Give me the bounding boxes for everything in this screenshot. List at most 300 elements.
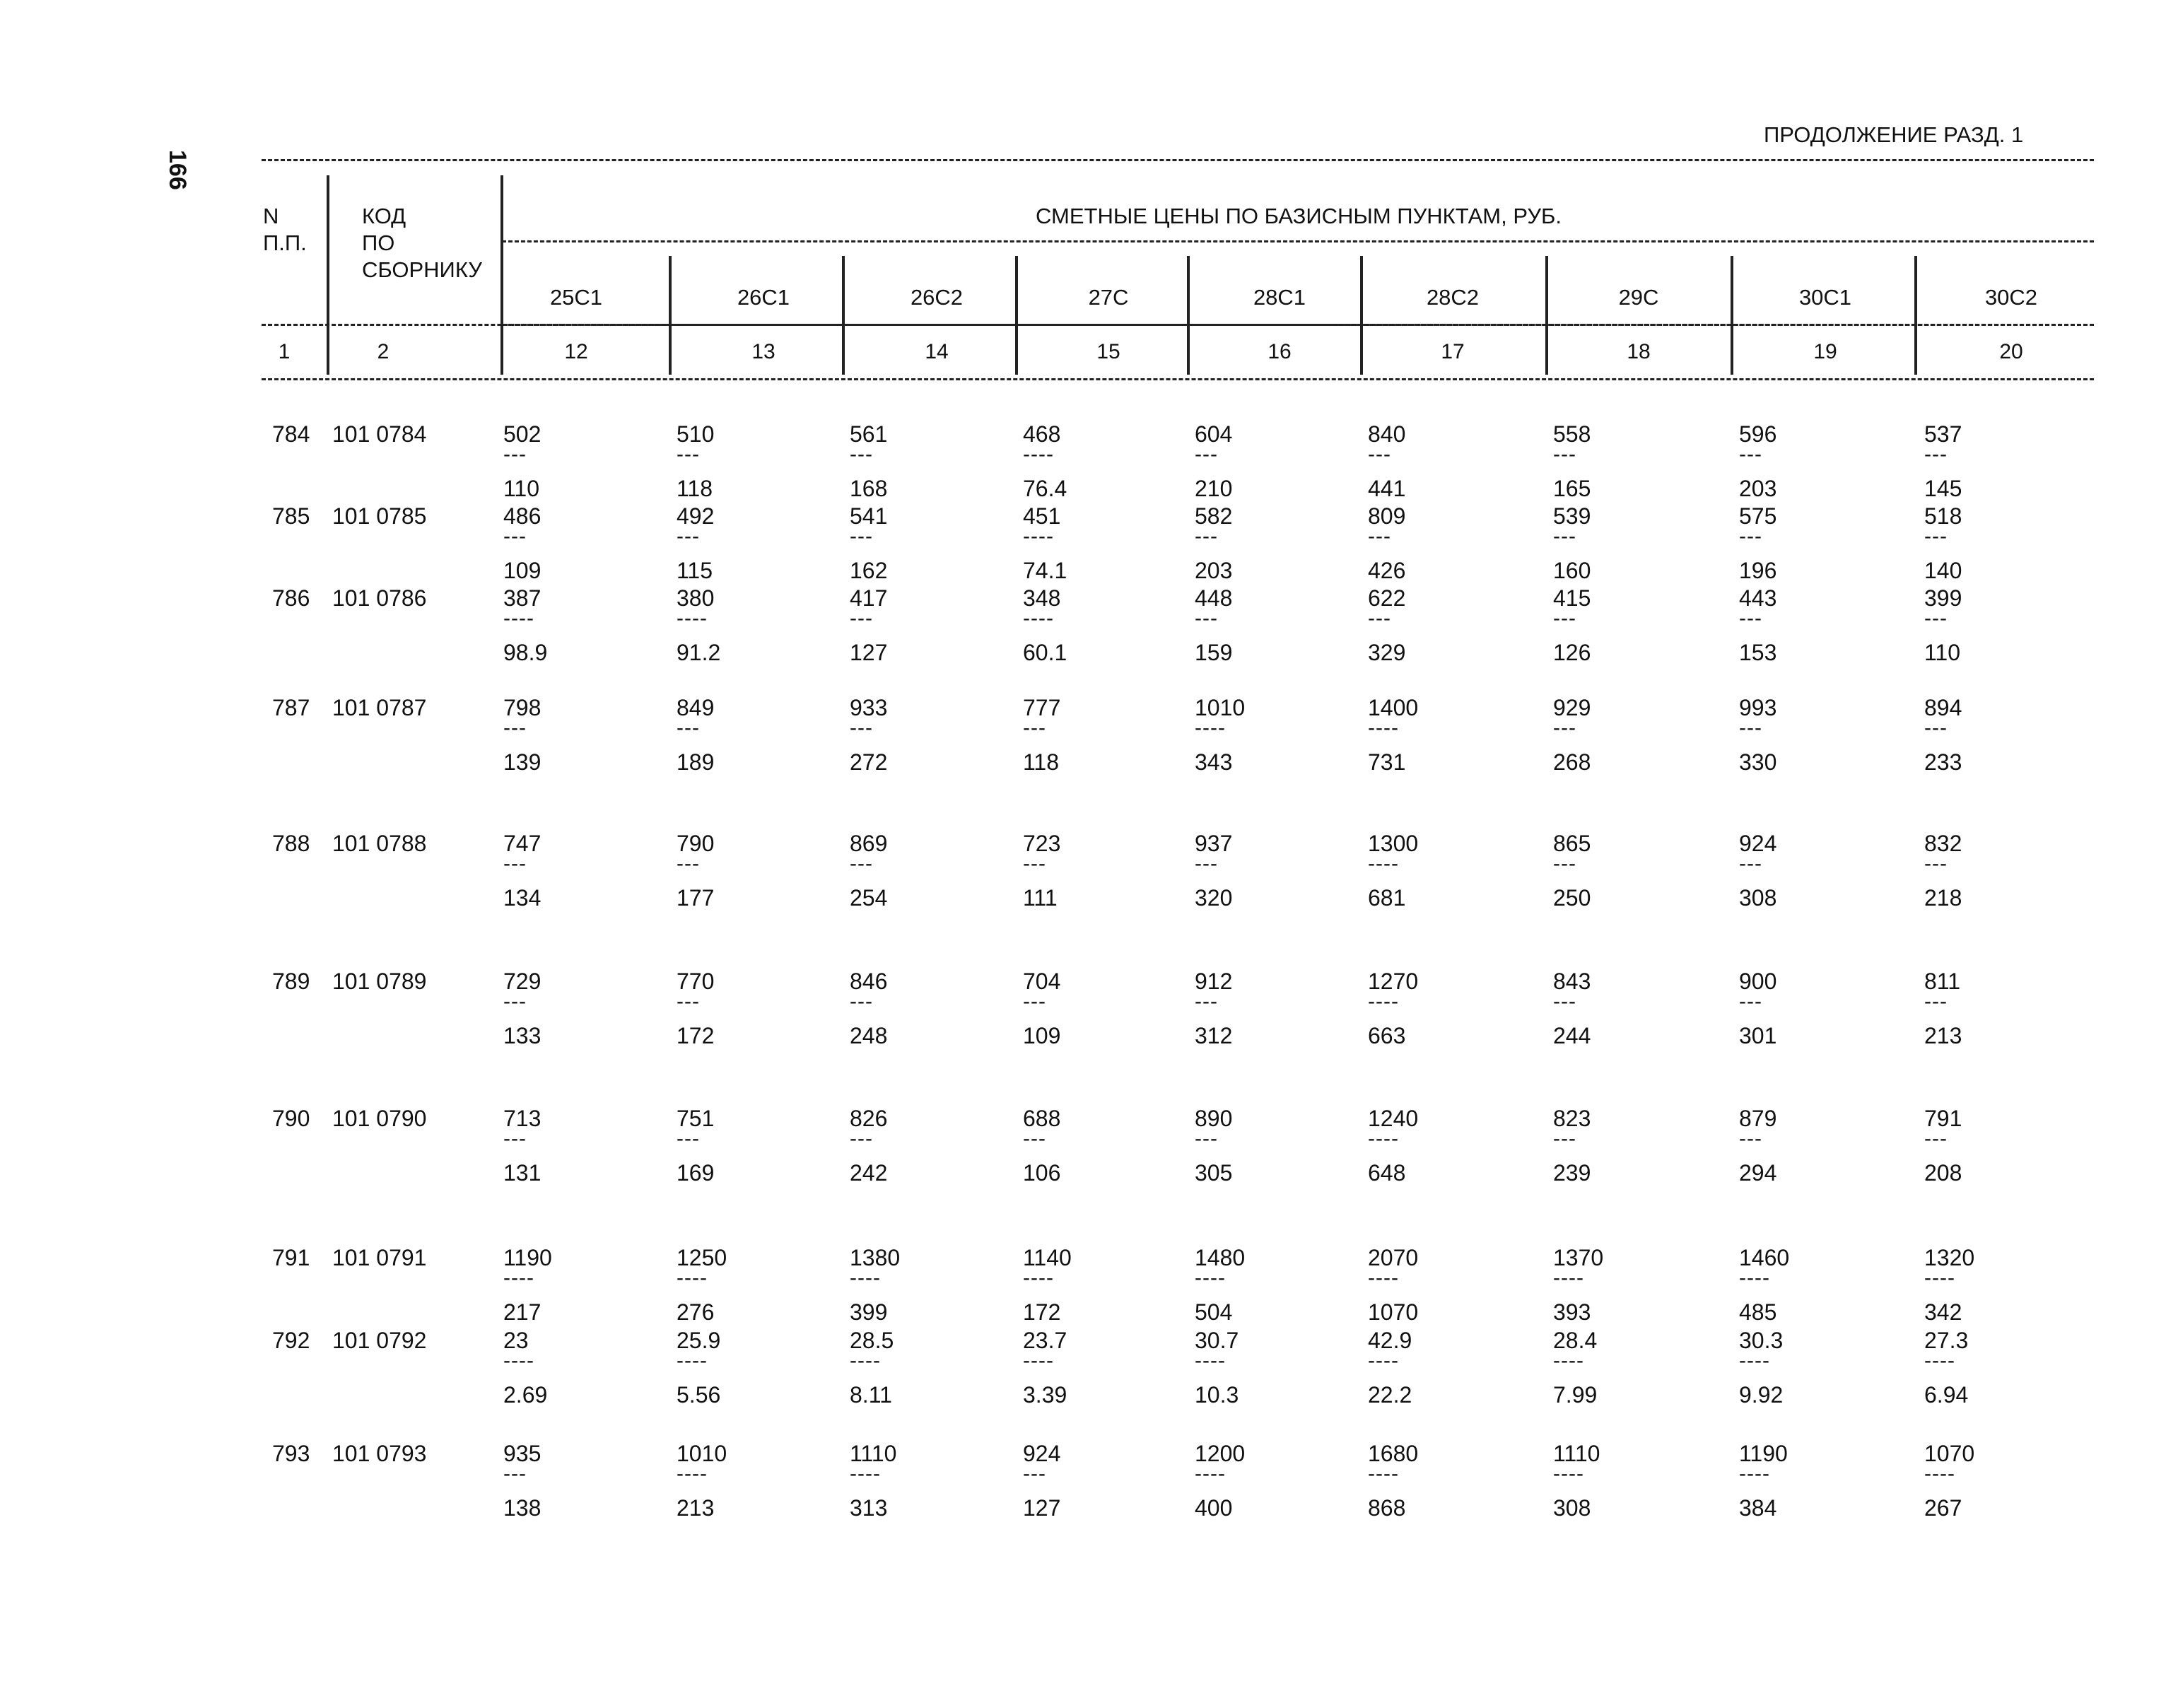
price-value-secondary: 76.4: [1023, 476, 1067, 501]
header-point: 26С1: [737, 285, 790, 310]
price-value-secondary: 663: [1368, 1023, 1406, 1048]
price-value-secondary: 268: [1553, 749, 1591, 775]
column-divider: [327, 175, 329, 375]
fraction-line: ---: [677, 1127, 700, 1150]
fraction-line: ----: [677, 607, 708, 630]
price-value: 809: [1368, 503, 1406, 529]
header-code: СБОРНИКУ: [362, 257, 482, 282]
price-value-secondary: 60.1: [1023, 640, 1067, 665]
price-value: 1190: [503, 1245, 552, 1270]
price-value: 811: [1924, 969, 1961, 994]
price-value-secondary: 731: [1368, 749, 1406, 775]
price-value-secondary: 305: [1195, 1160, 1233, 1186]
price-value: 937: [1195, 831, 1233, 856]
fraction-line: ----: [1195, 1266, 1226, 1289]
row-code: 101 0787: [332, 695, 427, 720]
price-value: 448: [1195, 585, 1233, 611]
price-value-secondary: 313: [850, 1495, 888, 1521]
header-prices-title: СМЕТНЫЕ ЦЕНЫ ПО БАЗИСНЫМ ПУНКТАМ, РУБ.: [1036, 204, 1562, 228]
price-value-secondary: 343: [1195, 749, 1233, 775]
row-code: 101 0791: [332, 1245, 427, 1270]
fraction-line: ----: [1023, 607, 1054, 630]
fraction-line: ---: [1023, 990, 1046, 1013]
fraction-line: ----: [1368, 716, 1399, 739]
row-code: 101 0793: [332, 1441, 427, 1466]
price-value-secondary: 169: [677, 1160, 715, 1186]
price-value-secondary: 118: [1023, 749, 1060, 775]
price-value: 30.7: [1195, 1328, 1239, 1353]
fraction-line: ---: [1553, 852, 1576, 875]
fraction-line: ---: [677, 443, 700, 466]
price-value: 596: [1739, 421, 1777, 447]
price-value: 417: [850, 585, 888, 611]
header-point: 28С1: [1253, 285, 1306, 310]
price-value-secondary: 172: [677, 1023, 715, 1048]
price-value-secondary: 218: [1924, 885, 1962, 911]
price-value: 1460: [1739, 1245, 1790, 1270]
price-value: 486: [503, 503, 542, 529]
price-value-secondary: 177: [677, 885, 715, 911]
row-number: 788: [272, 831, 310, 856]
price-value-secondary: 153: [1739, 640, 1777, 665]
price-value: 1400: [1368, 695, 1419, 720]
price-value-secondary: 109: [503, 558, 542, 583]
price-value: 890: [1195, 1106, 1233, 1131]
price-value: 622: [1368, 585, 1406, 611]
price-value-secondary: 109: [1023, 1023, 1061, 1048]
price-value-secondary: 244: [1553, 1023, 1591, 1048]
price-value-secondary: 7.99: [1553, 1382, 1598, 1408]
fraction-line: ----: [1368, 1266, 1399, 1289]
price-value-secondary: 342: [1924, 1299, 1962, 1325]
row-code: 101 0786: [332, 585, 427, 611]
fraction-line: ---: [1195, 852, 1218, 875]
price-value: 924: [1739, 831, 1777, 856]
price-value-secondary: 115: [677, 558, 713, 583]
price-value-secondary: 134: [503, 885, 542, 911]
fraction-line: ---: [850, 1127, 873, 1150]
price-value-secondary: 868: [1368, 1495, 1406, 1521]
price-value: 348: [1023, 585, 1061, 611]
header-code: КОД: [362, 204, 406, 228]
fraction-line: ----: [503, 1266, 534, 1289]
fraction-line: ----: [503, 1349, 534, 1372]
fraction-line: ---: [1368, 525, 1391, 548]
price-value: 798: [503, 695, 542, 720]
fraction-line: ----: [1553, 1349, 1584, 1372]
price-value: 42.9: [1368, 1328, 1412, 1353]
price-value-secondary: 203: [1195, 558, 1233, 583]
price-value-secondary: 145: [1924, 476, 1962, 501]
fraction-line: ---: [1553, 990, 1576, 1013]
column-divider: [500, 175, 503, 375]
row-number: 790: [272, 1106, 310, 1131]
table-rule: [502, 240, 2094, 242]
price-value-secondary: 98.9: [503, 640, 548, 665]
price-value-secondary: 441: [1368, 476, 1406, 501]
fraction-line: ---: [503, 990, 527, 1013]
header-point: 30С2: [1984, 285, 2038, 310]
fraction-line: ---: [1195, 525, 1218, 548]
fraction-line: ---: [1924, 852, 1948, 875]
price-value-secondary: 126: [1553, 640, 1591, 665]
fraction-line: ---: [677, 716, 700, 739]
fraction-line: ----: [677, 1266, 708, 1289]
price-value: 1010: [1195, 695, 1246, 720]
fraction-line: ----: [677, 1462, 708, 1485]
price-value-secondary: 504: [1195, 1299, 1233, 1325]
price-value-secondary: 308: [1739, 885, 1777, 911]
price-value-secondary: 648: [1368, 1160, 1406, 1186]
price-value: 713: [503, 1106, 542, 1131]
price-value-secondary: 393: [1553, 1299, 1591, 1325]
price-value-secondary: 138: [503, 1495, 542, 1521]
price-value: 993: [1739, 695, 1777, 720]
price-value: 561: [850, 421, 888, 447]
price-value-secondary: 400: [1195, 1495, 1233, 1521]
header-point: 26С2: [910, 285, 964, 310]
fraction-line: ---: [1924, 525, 1948, 548]
price-value: 826: [850, 1106, 888, 1131]
fraction-line: ---: [503, 852, 527, 875]
row-number: 787: [272, 695, 310, 720]
fraction-line: ---: [1023, 852, 1046, 875]
price-value: 723: [1023, 831, 1061, 856]
fraction-line: ---: [1924, 443, 1948, 466]
price-value-secondary: 276: [677, 1299, 715, 1325]
fraction-line: ---: [1368, 443, 1391, 466]
price-value-secondary: 210: [1195, 476, 1233, 501]
price-value: 729: [503, 969, 542, 994]
price-value: 688: [1023, 1106, 1061, 1131]
fraction-line: ---: [1739, 716, 1762, 739]
fraction-line: ----: [1924, 1349, 1955, 1372]
fraction-line: ----: [850, 1266, 881, 1289]
price-value: 604: [1195, 421, 1233, 447]
price-value: 23: [503, 1328, 529, 1353]
price-value-secondary: 160: [1553, 558, 1591, 583]
price-value-secondary: 294: [1739, 1160, 1777, 1186]
row-number: 791: [272, 1245, 310, 1270]
price-value-secondary: 9.92: [1739, 1382, 1784, 1408]
header-point: 27С: [1088, 285, 1129, 310]
fraction-line: ---: [677, 990, 700, 1013]
column-divider: [1015, 256, 1018, 375]
fraction-line: ---: [1023, 1127, 1046, 1150]
price-value-secondary: 74.1: [1023, 558, 1067, 583]
price-value: 518: [1924, 503, 1962, 529]
price-value: 777: [1023, 695, 1061, 720]
fraction-line: ---: [503, 716, 527, 739]
price-value: 468: [1023, 421, 1061, 447]
price-value-secondary: 308: [1553, 1495, 1591, 1521]
fraction-line: ---: [1195, 607, 1218, 630]
price-value-secondary: 110: [1924, 640, 1961, 665]
fraction-line: ---: [1023, 716, 1046, 739]
header-code: ПО: [362, 230, 395, 255]
fraction-line: ---: [503, 1462, 527, 1485]
price-value-secondary: 139: [503, 749, 542, 775]
column-divider: [1731, 256, 1733, 375]
price-value: 28.4: [1553, 1328, 1598, 1353]
price-value: 510: [677, 421, 715, 447]
price-value: 823: [1553, 1106, 1591, 1131]
price-value-secondary: 312: [1195, 1023, 1233, 1048]
fraction-line: ---: [850, 990, 873, 1013]
price-value: 380: [677, 585, 715, 611]
price-value: 502: [503, 421, 542, 447]
row-code: 101 0785: [332, 503, 427, 529]
row-number: 785: [272, 503, 310, 529]
table-rule: [262, 378, 2094, 380]
price-value: 900: [1739, 969, 1777, 994]
fraction-line: ---: [1368, 607, 1391, 630]
price-value-secondary: 330: [1739, 749, 1777, 775]
fraction-line: ---: [1924, 990, 1948, 1013]
column-number: 13: [751, 340, 775, 363]
price-value-secondary: 168: [850, 476, 888, 501]
price-value-secondary: 250: [1553, 885, 1591, 911]
fraction-line: ----: [1023, 1266, 1054, 1289]
fraction-line: ----: [1023, 443, 1054, 466]
price-value: 1110: [850, 1441, 897, 1466]
price-value: 869: [850, 831, 888, 856]
price-value: 492: [677, 503, 715, 529]
fraction-line: ---: [1924, 1127, 1948, 1150]
row-code: 101 0789: [332, 969, 427, 994]
column-divider: [842, 256, 845, 375]
fraction-line: ----: [1195, 1462, 1226, 1485]
table-rule: [262, 159, 2094, 161]
fraction-line: ---: [1924, 607, 1948, 630]
fraction-line: ----: [1368, 852, 1399, 875]
price-value-secondary: 133: [503, 1023, 542, 1048]
fraction-line: ---: [1739, 525, 1762, 548]
column-divider: [1914, 256, 1917, 375]
column-number: 17: [1441, 340, 1465, 363]
column-number: 14: [925, 340, 949, 363]
fraction-line: ---: [677, 525, 700, 548]
price-value: 1010: [677, 1441, 727, 1466]
price-value: 1300: [1368, 831, 1419, 856]
price-value: 840: [1368, 421, 1406, 447]
price-value-secondary: 131: [503, 1160, 542, 1186]
column-divider: [1360, 256, 1363, 375]
price-value-secondary: 384: [1739, 1495, 1777, 1521]
fraction-line: ---: [1739, 990, 1762, 1013]
price-value-secondary: 208: [1924, 1160, 1962, 1186]
price-value-secondary: 110: [503, 476, 540, 501]
price-value-secondary: 2.69: [503, 1382, 548, 1408]
price-value: 1320: [1924, 1245, 1975, 1270]
column-number: 16: [1268, 340, 1292, 363]
fraction-line: ---: [503, 1127, 527, 1150]
fraction-line: ---: [850, 852, 873, 875]
price-value: 790: [677, 831, 715, 856]
price-value-secondary: 6.94: [1924, 1382, 1969, 1408]
header-num: П.П.: [263, 230, 307, 255]
row-code: 101 0790: [332, 1106, 427, 1131]
row-code: 101 0788: [332, 831, 427, 856]
column-number: 20: [1999, 340, 2023, 363]
price-value-secondary: 127: [1023, 1495, 1061, 1521]
price-value-secondary: 140: [1924, 558, 1962, 583]
fraction-line: ---: [850, 607, 873, 630]
fraction-line: ----: [1368, 1349, 1399, 1372]
price-value: 539: [1553, 503, 1591, 529]
price-value: 27.3: [1924, 1328, 1969, 1353]
price-value-secondary: 106: [1023, 1160, 1061, 1186]
price-value: 23.7: [1023, 1328, 1067, 1353]
price-value: 912: [1195, 969, 1233, 994]
price-value-secondary: 217: [503, 1299, 542, 1325]
fraction-line: ----: [1368, 1462, 1399, 1485]
fraction-line: ---: [1924, 716, 1948, 739]
price-value-secondary: 399: [850, 1299, 888, 1325]
price-value: 935: [503, 1441, 542, 1466]
price-value-secondary: 213: [1924, 1023, 1962, 1048]
price-value: 1070: [1924, 1441, 1975, 1466]
price-value-secondary: 162: [850, 558, 888, 583]
fraction-line: ---: [503, 443, 527, 466]
price-value: 879: [1739, 1106, 1777, 1131]
price-value: 933: [850, 695, 888, 720]
price-value: 30.3: [1739, 1328, 1784, 1353]
price-value: 415: [1553, 585, 1591, 611]
header-point: 30С1: [1798, 285, 1852, 310]
price-value: 846: [850, 969, 888, 994]
fraction-line: ----: [1739, 1266, 1770, 1289]
price-value: 894: [1924, 695, 1962, 720]
fraction-line: ---: [1195, 1127, 1218, 1150]
price-value-secondary: 5.56: [677, 1382, 721, 1408]
fraction-line: ----: [1368, 990, 1399, 1013]
fraction-line: ----: [850, 1349, 881, 1372]
price-value: 1370: [1553, 1245, 1604, 1270]
column-divider: [669, 256, 672, 375]
price-value: 541: [850, 503, 888, 529]
price-value-secondary: 203: [1739, 476, 1777, 501]
price-value: 28.5: [850, 1328, 894, 1353]
price-value: 387: [503, 585, 542, 611]
price-value: 849: [677, 695, 715, 720]
price-value-secondary: 159: [1195, 640, 1233, 665]
fraction-line: ---: [1553, 607, 1576, 630]
price-value: 1250: [677, 1245, 727, 1270]
price-value: 575: [1739, 503, 1777, 529]
price-value: 399: [1924, 585, 1962, 611]
price-value-secondary: 213: [677, 1495, 715, 1521]
price-value: 1200: [1195, 1441, 1246, 1466]
fraction-line: ---: [1739, 1127, 1762, 1150]
row-number: 784: [272, 421, 310, 447]
price-value: 1480: [1195, 1245, 1246, 1270]
price-value: 582: [1195, 503, 1233, 529]
fraction-line: ----: [1739, 1462, 1770, 1485]
price-value-secondary: 681: [1368, 885, 1406, 911]
price-value-secondary: 242: [850, 1160, 888, 1186]
row-number: 789: [272, 969, 310, 994]
header-num: N: [263, 204, 279, 228]
price-value-secondary: 10.3: [1195, 1382, 1239, 1408]
price-value: 1270: [1368, 969, 1419, 994]
table-rule: [262, 324, 2094, 326]
fraction-line: ---: [1553, 443, 1576, 466]
price-value-secondary: 196: [1739, 558, 1777, 583]
fraction-line: ---: [677, 852, 700, 875]
header-point: 29С: [1618, 285, 1659, 310]
price-value: 2070: [1368, 1245, 1419, 1270]
fraction-line: ---: [1553, 525, 1576, 548]
price-value: 451: [1023, 503, 1061, 529]
fraction-line: ----: [1368, 1127, 1399, 1150]
price-value: 1240: [1368, 1106, 1419, 1131]
price-value-secondary: 118: [677, 476, 713, 501]
fraction-line: ---: [850, 525, 873, 548]
price-value-secondary: 1070: [1368, 1299, 1419, 1325]
price-value: 924: [1023, 1441, 1061, 1466]
page-number: 166: [164, 150, 191, 190]
price-value: 770: [677, 969, 715, 994]
price-value-secondary: 91.2: [677, 640, 721, 665]
section-continuation: ПРОДОЛЖЕНИЕ РАЗД. 1: [1764, 122, 2024, 147]
fraction-line: ----: [1924, 1462, 1955, 1485]
fraction-line: ---: [1195, 990, 1218, 1013]
fraction-line: ----: [677, 1349, 708, 1372]
price-value-secondary: 189: [677, 749, 715, 775]
row-number: 792: [272, 1328, 310, 1353]
column-number: 18: [1627, 340, 1651, 363]
price-value: 1110: [1553, 1441, 1600, 1466]
fraction-line: ---: [850, 716, 873, 739]
price-value-secondary: 233: [1924, 749, 1962, 775]
fraction-line: ---: [1739, 852, 1762, 875]
price-value-secondary: 426: [1368, 558, 1406, 583]
price-value: 537: [1924, 421, 1962, 447]
column-number: 1: [278, 340, 291, 363]
price-value: 558: [1553, 421, 1591, 447]
price-value-secondary: 248: [850, 1023, 888, 1048]
price-value-secondary: 329: [1368, 640, 1406, 665]
price-value: 747: [503, 831, 542, 856]
fraction-line: ----: [1195, 716, 1226, 739]
header-point: 28С2: [1426, 285, 1480, 310]
column-divider: [1187, 256, 1190, 375]
row-number: 793: [272, 1441, 310, 1466]
price-value-secondary: 172: [1023, 1299, 1061, 1325]
price-value-secondary: 320: [1195, 885, 1233, 911]
price-value: 865: [1553, 831, 1591, 856]
fraction-line: ----: [1553, 1462, 1584, 1485]
price-value-secondary: 22.2: [1368, 1382, 1412, 1408]
fraction-line: ----: [503, 607, 534, 630]
price-value: 704: [1023, 969, 1061, 994]
column-divider: [1545, 256, 1548, 375]
price-value-secondary: 165: [1553, 476, 1591, 501]
column-number: 19: [1813, 340, 1837, 363]
column-number: 12: [564, 340, 588, 363]
price-value-secondary: 111: [1023, 885, 1058, 911]
row-code: 101 0784: [332, 421, 427, 447]
price-value: 1140: [1023, 1245, 1072, 1270]
fraction-line: ----: [1553, 1266, 1584, 1289]
price-value: 1190: [1739, 1441, 1788, 1466]
price-value-secondary: 8.11: [850, 1382, 892, 1408]
price-value-secondary: 254: [850, 885, 888, 911]
row-code: 101 0792: [332, 1328, 427, 1353]
fraction-line: ---: [850, 443, 873, 466]
fraction-line: ---: [1023, 1462, 1046, 1485]
